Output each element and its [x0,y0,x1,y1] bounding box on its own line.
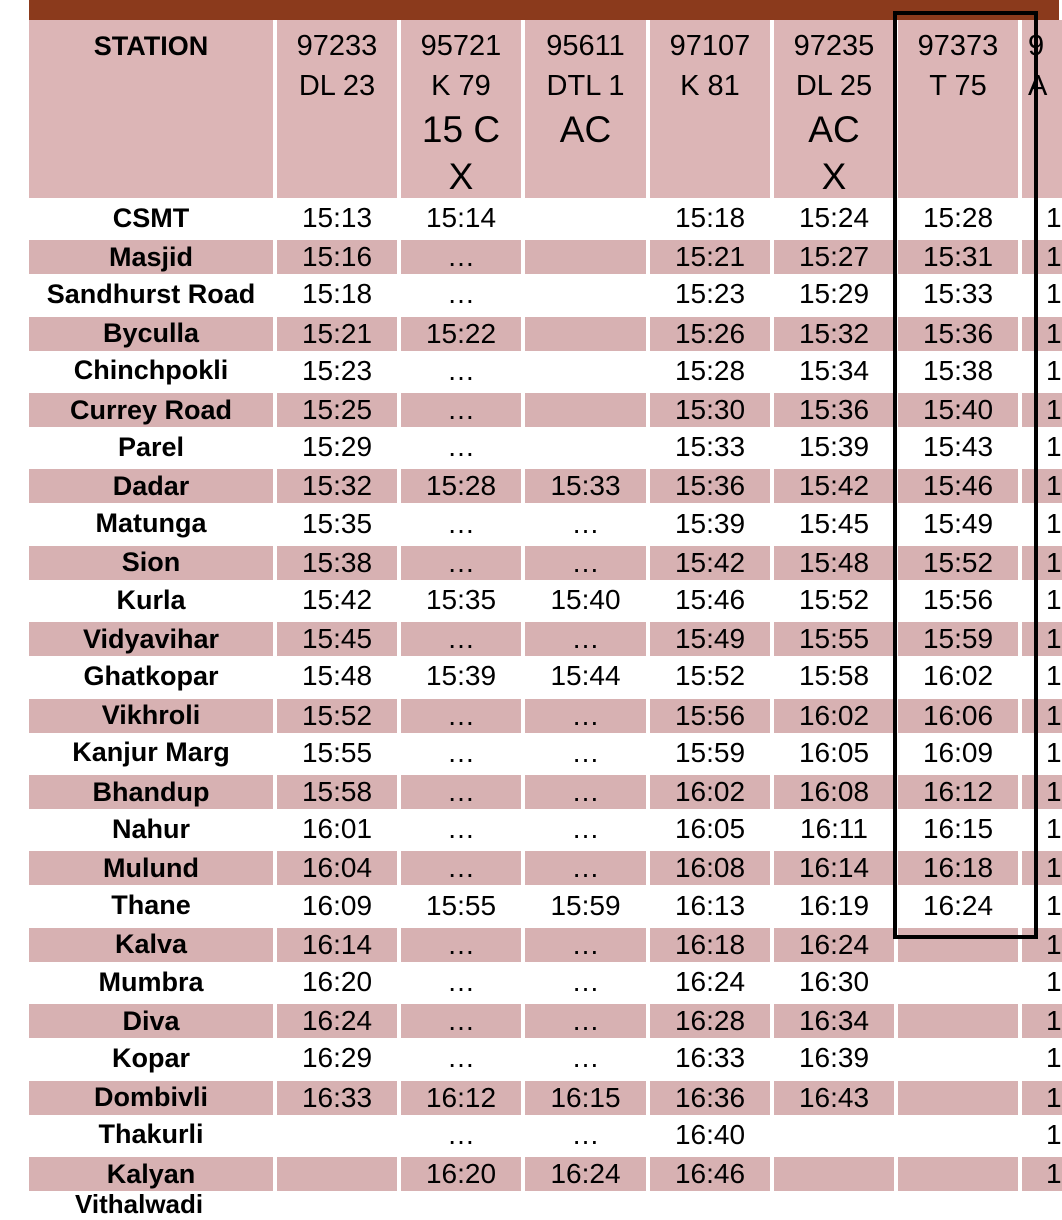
header-train-1 [401,20,521,198]
time-cell: 15:33 [674,431,746,463]
header-train-0 [277,20,397,198]
time-cell: … [447,736,475,768]
time-cell: 15:48 [301,660,373,692]
train-code: DL 23 [298,70,376,102]
time-cell: … [401,240,521,274]
station-name: Masjid [29,240,273,274]
time-cell: 15:42 [301,584,373,615]
time-cell: 15:36 [898,317,1018,351]
time-cell: 15:58 [277,775,397,809]
station-name: Nahur [111,813,190,844]
train-note: AC [808,109,860,150]
train-code: DTL 1 [546,70,625,102]
time-cell: 16:29 [301,1042,373,1074]
time-cell: 15:38 [922,354,994,386]
time-cell: 15:59 [550,889,621,921]
time-cell [277,1157,397,1191]
time-cell: 15:46 [674,584,746,615]
time-cell: 16:20 [401,1157,521,1191]
time-cell: 16:08 [774,775,894,809]
time-cell: 15:59 [898,622,1018,656]
station-name: Dadar [29,469,273,503]
station-name: Sandhurst Road [46,278,256,309]
time-cell: 16:24 [922,889,994,921]
time-cell: 15:24 [798,202,870,233]
time-cell [898,928,1018,962]
time-cell: 16:33 [277,1081,397,1115]
time-cell: … [525,851,646,885]
time-cell: 15:39 [674,507,746,539]
time-cell: 15:23 [301,354,373,386]
time-cell: 16:05 [674,813,746,845]
time-cell: 1 [1022,317,1062,351]
time-cell: … [447,354,475,386]
time-cell: 15:45 [277,622,397,656]
time-cell: 15:49 [650,622,770,656]
train-number: 97235 [793,30,875,62]
time-cell [898,1004,1018,1038]
time-cell: 15:13 [301,202,373,233]
time-cell: 1 [1022,775,1062,809]
time-cell: 15:18 [301,278,373,310]
time-cell [277,1117,397,1153]
time-cell [898,964,1018,1000]
train-number: 97107 [669,30,751,62]
time-cell: … [447,507,475,539]
time-cell: 15:56 [922,584,994,615]
station-name: Kalva [29,928,273,962]
time-cell: 15:52 [277,699,397,733]
train-number: 95721 [420,30,502,62]
time-cell: 16:20 [301,966,373,997]
time-cell: 1 [1022,928,1062,962]
station-name: Ghatkopar [83,660,219,691]
time-cell: 15:25 [277,393,397,427]
time-cell: 15:33 [525,469,646,503]
time-cell: 16:24 [525,1157,646,1191]
time-cell [525,353,646,389]
time-cell: 15:34 [798,354,870,386]
time-cell: 16:11 [800,813,868,845]
time-cell: 15:38 [277,546,397,580]
time-cell: 15:48 [774,546,894,580]
time-cell: 1 [1022,393,1062,427]
time-cell: 1 [1046,507,1062,539]
time-cell [898,1081,1018,1115]
time-cell: 15:40 [550,584,621,615]
time-cell: … [447,1042,475,1074]
station-name: Kanjur Marg [72,737,230,768]
time-cell: … [401,393,521,427]
time-cell: … [571,507,600,539]
time-cell: 15:29 [301,431,373,463]
time-cell: 16:02 [774,699,894,733]
time-cell: 16:46 [650,1157,770,1191]
train-code: T 75 [929,70,987,102]
time-cell: … [447,278,475,310]
time-cell: 16:24 [674,966,746,997]
time-cell: 15:21 [650,240,770,274]
train-code: K 81 [680,70,740,102]
time-cell: 16:36 [650,1081,770,1115]
time-cell: … [525,1004,646,1038]
time-cell: 15:21 [277,317,397,351]
time-cell: … [571,1042,600,1074]
time-cell: 15:55 [774,622,894,656]
station-name: Chinchpokli [73,355,229,386]
time-cell: 16:39 [798,1042,870,1074]
time-cell: 1 [1022,1157,1062,1191]
time-cell: 15:55 [301,736,373,768]
time-cell: 15:33 [922,278,994,310]
station-name: Byculla [29,317,273,351]
header-train-6 [1022,20,1062,198]
time-cell: 15:58 [798,660,870,692]
time-cell: … [447,966,475,997]
time-cell [774,1157,894,1191]
time-cell: 1 [1022,699,1062,733]
time-cell: 16:40 [674,1118,746,1150]
time-cell: … [401,699,521,733]
station-name: Dombivli [29,1081,273,1115]
time-cell: 1 [1046,278,1062,310]
time-cell [525,240,646,274]
header-top-bar [29,0,1059,20]
station-name: Vikhroli [29,699,273,733]
station-name: Thakurli [98,1119,204,1150]
time-cell: 15:39 [425,660,497,692]
time-cell: 15:56 [650,699,770,733]
header-station [29,20,273,198]
time-cell: 1 [1022,1081,1062,1115]
time-cell: 1 [1046,1042,1062,1074]
time-cell: 15:26 [650,317,770,351]
time-cell [898,1157,1018,1191]
time-cell: 15:52 [674,660,746,692]
time-cell: 15:42 [650,546,770,580]
time-cell: 16:24 [277,1004,397,1038]
time-cell [525,429,646,465]
time-cell [525,317,646,351]
station-name: Thane [111,890,191,921]
time-cell: 16:12 [898,775,1018,809]
time-cell: 15:29 [798,278,870,310]
time-cell: 1 [1022,1004,1062,1038]
time-cell: … [401,622,521,656]
time-cell: 1 [1046,660,1062,692]
header-train-4 [774,20,894,198]
train-code: A [1028,70,1048,102]
time-cell: 15:40 [898,393,1018,427]
time-cell: 16:28 [650,1004,770,1038]
time-cell: 16:12 [401,1081,521,1115]
time-cell: 15:42 [774,469,894,503]
train-code: K 79 [431,70,491,102]
train-code: DL 25 [795,70,873,102]
cutoff-station-label: Vithalwadi [75,1189,204,1219]
header-train-2 [525,20,646,198]
time-cell: … [525,928,646,962]
time-cell: … [447,813,475,845]
time-cell: 15:14 [425,202,497,233]
time-cell: … [401,775,521,809]
time-cell: … [525,699,646,733]
time-cell: 15:28 [922,202,994,233]
time-cell: … [401,546,521,580]
time-cell: … [525,546,646,580]
time-cell: 15:36 [774,393,894,427]
time-cell: 1 [1022,622,1062,656]
time-cell: 15:55 [425,889,497,921]
time-cell: 15:30 [650,393,770,427]
header-train-3 [650,20,770,198]
station-name: Matunga [95,508,207,539]
header-train-5 [898,20,1018,198]
time-cell: … [571,1118,600,1150]
time-cell: 16:34 [774,1004,894,1038]
time-cell: 16:13 [674,889,746,921]
train-note: X [821,156,847,197]
time-cell: 16:02 [922,660,994,692]
time-cell: 1 [1046,354,1062,386]
time-cell: 15:28 [674,354,746,386]
time-cell: 16:05 [798,736,870,768]
time-cell: 15:35 [301,507,373,539]
time-cell: … [447,1118,475,1150]
time-cell [525,393,646,427]
time-cell: … [447,431,475,463]
train-number: 97373 [917,30,999,62]
train-number: 9 [1028,30,1045,62]
time-cell: 1 [1046,1118,1062,1150]
time-cell: 16:18 [898,851,1018,885]
time-cell: 1 [1046,813,1062,845]
time-cell: 15:27 [774,240,894,274]
time-cell: 15:52 [798,584,870,615]
time-cell: 1 [1046,736,1062,768]
time-cell: 16:15 [525,1081,646,1115]
train-note: X [448,156,474,197]
time-cell: 15:43 [922,431,994,463]
time-cell: 1 [1046,889,1062,921]
time-cell: 1 [1022,851,1062,885]
time-cell: 16:04 [277,851,397,885]
time-cell: 15:39 [798,431,870,463]
time-cell [525,276,646,312]
time-cell: 15:32 [277,469,397,503]
time-cell: … [571,966,600,997]
station-name: CSMT [112,202,190,233]
time-cell: 16:18 [650,928,770,962]
time-cell: 15:59 [674,736,746,768]
time-cell: … [571,813,600,845]
time-cell [898,1040,1018,1076]
time-cell: 1 [1046,584,1062,615]
time-cell [898,1117,1018,1153]
station-name: Mumbra [98,966,204,997]
time-cell: … [525,775,646,809]
time-cell: 16:06 [898,699,1018,733]
station-name: Kopar [111,1042,190,1073]
time-cell: 15:36 [650,469,770,503]
time-cell: … [401,1004,521,1038]
train-number: 95611 [546,30,625,62]
time-cell: 16:43 [774,1081,894,1115]
time-cell: 16:09 [922,736,994,768]
station-name: Currey Road [29,393,273,427]
time-cell: 1 [1046,431,1062,463]
time-cell: 1 [1022,546,1062,580]
station-name: Vidyavihar [29,622,273,656]
time-cell: 16:30 [798,966,870,997]
time-cell: 16:08 [650,851,770,885]
station-name: Kalyan [29,1157,273,1191]
time-cell: 16:24 [774,928,894,962]
time-cell: 16:15 [922,813,994,845]
time-cell [525,200,646,236]
time-cell: 15:49 [922,507,994,539]
time-cell: 15:23 [674,278,746,310]
time-cell: 1 [1046,202,1062,233]
time-cell: 1 [1022,240,1062,274]
time-cell: 15:45 [798,507,870,539]
time-cell: 16:14 [277,928,397,962]
train-note: AC [559,109,612,150]
time-cell: 15:18 [674,202,746,233]
train-number: 97233 [296,30,378,62]
time-cell: … [401,928,521,962]
time-cell: 15:28 [401,469,521,503]
time-cell: … [525,622,646,656]
station-name: Parel [117,431,185,462]
time-cell: 15:16 [277,240,397,274]
train-note: 15 C [421,109,501,150]
time-cell: … [401,851,521,885]
header-station-label: STATION [93,31,209,61]
time-cell [774,1117,894,1153]
station-name: Kurla [116,584,186,615]
time-cell: 16:33 [674,1042,746,1074]
time-cell: 15:22 [401,317,521,351]
time-cell: 15:44 [550,660,621,692]
time-cell: 16:14 [774,851,894,885]
station-name: Sion [29,546,273,580]
time-cell: 15:35 [425,584,497,615]
station-name: Mulund [29,851,273,885]
time-cell: 16:01 [301,813,373,845]
left-margin [0,0,29,1199]
time-cell: … [571,736,600,768]
time-cell: 16:02 [650,775,770,809]
time-cell: 15:31 [898,240,1018,274]
time-cell: 16:19 [798,889,870,921]
time-cell: 15:32 [774,317,894,351]
time-cell: 1 [1046,966,1062,997]
time-cell: 15:46 [898,469,1018,503]
time-cell: 15:52 [898,546,1018,580]
time-cell: 1 [1022,469,1062,503]
station-name: Bhandup [29,775,273,809]
time-cell: 16:09 [301,889,373,921]
station-name: Diva [29,1004,273,1038]
